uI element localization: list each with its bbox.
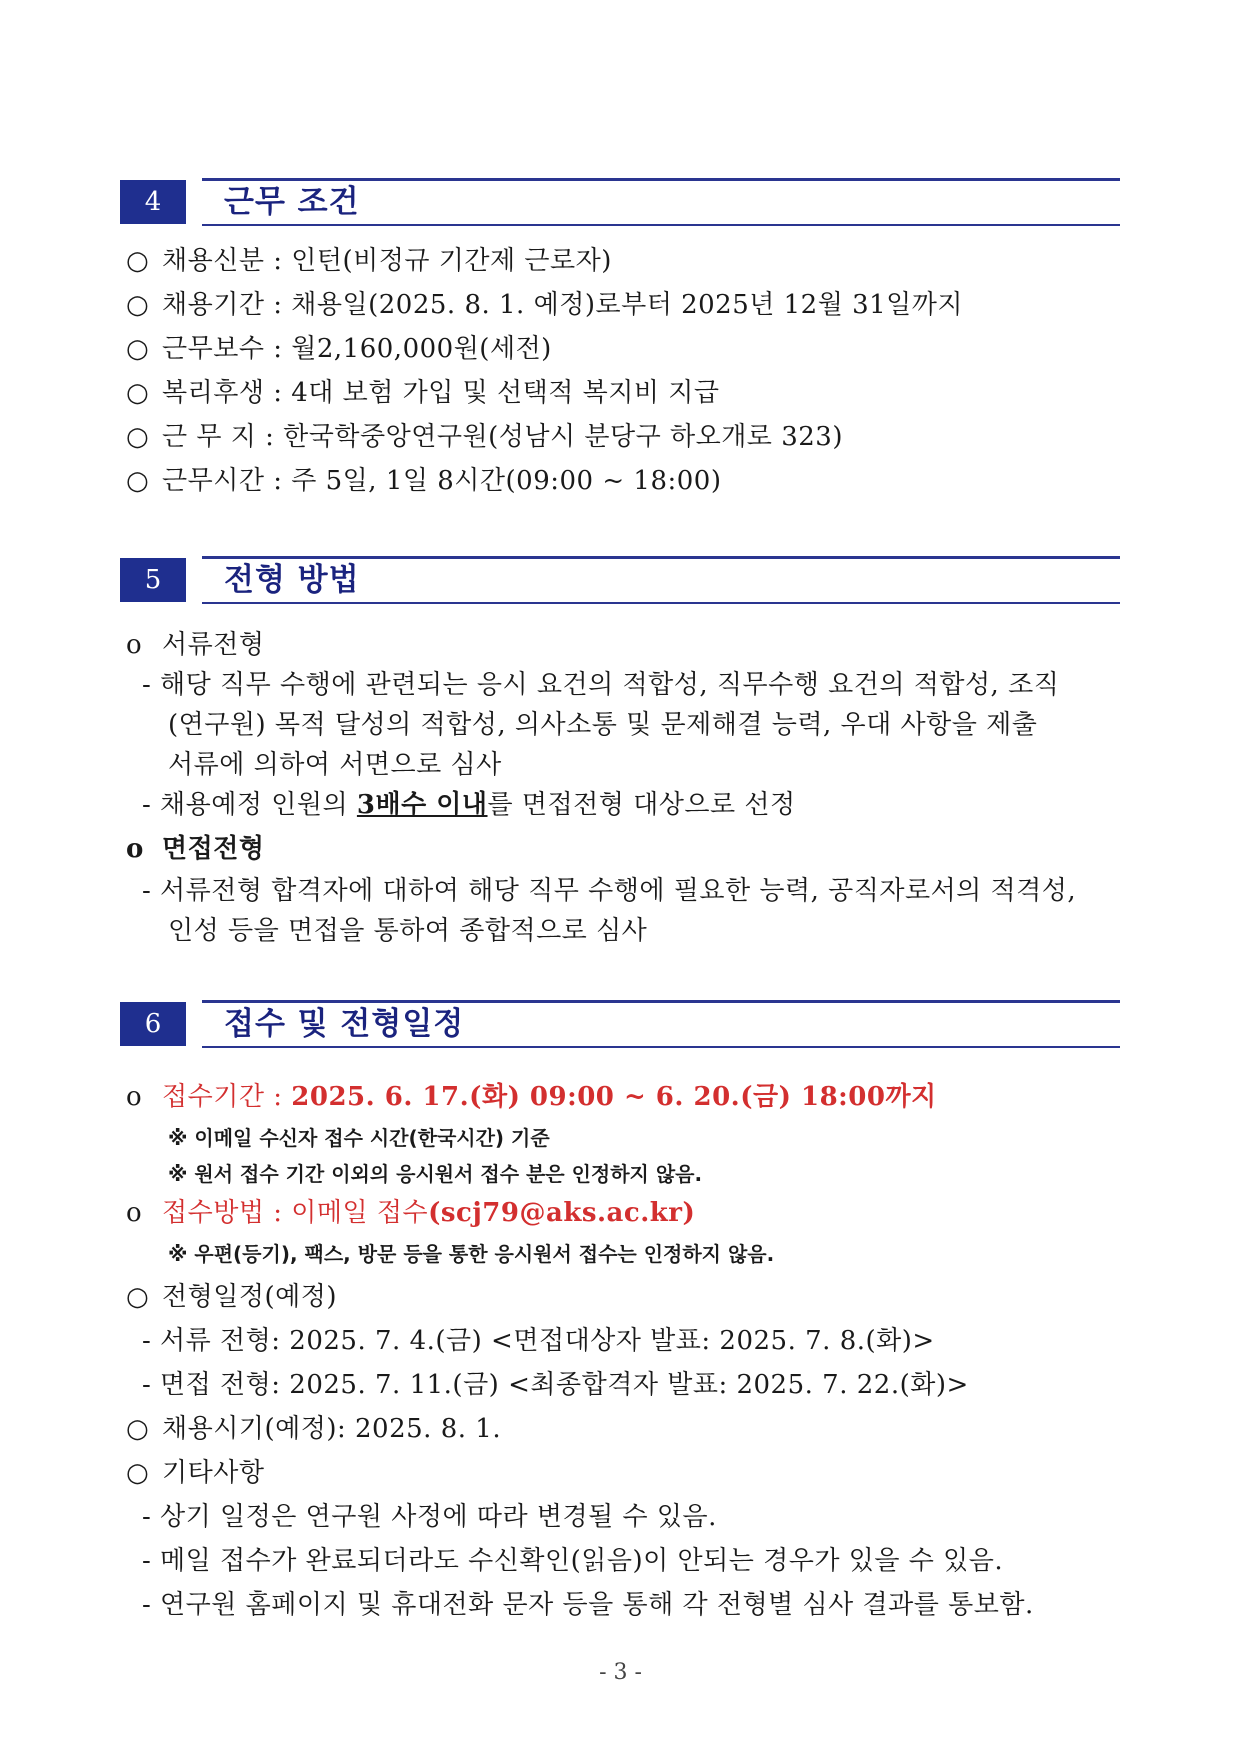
list-subitem: - 채용예정 인원의 3배수 이내를 면접전형 대상으로 선정 — [142, 790, 796, 820]
list-item: ○ 채용기간 : 채용일(2025. 8. 1. 예정)로부터 2025년 12월 31일까지 — [126, 290, 964, 320]
section-6-header — [120, 1000, 1120, 1048]
list-item: ○ 근무시간 : 주 5일, 1일 8시간(09:00 ~ 18:00) — [126, 466, 722, 496]
divider — [202, 1046, 1120, 1048]
list-subitem: - 서류전형 합격자에 대하여 해당 직무 수행에 필요한 능력, 공직자로서의 적격성, — [142, 876, 1077, 906]
list-subitem: - 상기 일정은 연구원 사정에 따라 변경될 수 있음. — [142, 1502, 717, 1532]
list-item: o 서류전형 — [126, 630, 265, 660]
note: ※ 원서 접수 기간 이외의 응시원서 접수 분은 인정하지 않음. — [168, 1162, 703, 1186]
divider — [202, 602, 1120, 604]
section-number: 4 — [120, 180, 186, 224]
list-subitem: - 메일 접수가 완료되더라도 수신확인(읽음)이 안되는 경우가 있을 수 있음. — [142, 1546, 1004, 1576]
divider — [202, 178, 1120, 181]
divider — [202, 224, 1120, 226]
section-number: 6 — [120, 1002, 186, 1046]
list-item: ○ 전형일정(예정) — [126, 1282, 337, 1312]
section-title: 근무 조건 — [224, 184, 360, 220]
page-number: - 3 - — [599, 1660, 642, 1685]
list-item: o 접수기간 : 2025. 6. 17.(화) 09:00 ~ 6. 20.(금) 18:00까지 — [126, 1082, 937, 1112]
section-4-header — [120, 178, 1120, 226]
note: ※ 이메일 수신자 접수 시간(한국시간) 기준 — [168, 1126, 550, 1150]
emphasis-text: 3배수 이내 — [356, 790, 488, 820]
list-subitem: - 해당 직무 수행에 관련되는 응시 요건의 적합성, 직무수행 요건의 적합성, 조직 — [142, 670, 1060, 700]
list-subitem: - 면접 전형: 2025. 7. 11.(금) <최종합격자 발표: 2025. 7. 22.(화)> — [142, 1370, 969, 1400]
section-number: 5 — [120, 558, 186, 602]
list-item: ○ 근무보수 : 월2,160,000원(세전) — [126, 334, 552, 364]
list-subitem: - 연구원 홈페이지 및 휴대전화 문자 등을 통해 각 전형별 심사 결과를 통보함. — [142, 1590, 1034, 1620]
list-item: ○ 근 무 지 : 한국학중앙연구원(성남시 분당구 하오개로 323) — [126, 422, 843, 452]
list-subitem-cont: 서류에 의하여 서면으로 심사 — [168, 750, 502, 780]
note: ※ 우편(등기), 팩스, 방문 등을 통한 응시원서 접수는 인정하지 않음. — [168, 1242, 775, 1266]
list-item: ○ 채용시기(예정): 2025. 8. 1. — [126, 1414, 502, 1444]
section-title: 접수 및 전형일정 — [224, 1006, 465, 1042]
section-5-header — [120, 556, 1120, 604]
list-subitem: - 서류 전형: 2025. 7. 4.(금) <면접대상자 발표: 2025. 7. 8.(화)> — [142, 1326, 935, 1356]
divider — [202, 1000, 1120, 1003]
list-subitem-cont: (연구원) 목적 달성의 적합성, 의사소통 및 문제해결 능력, 우대 사항을 제출 — [168, 710, 1038, 740]
list-item: o 접수방법 : 이메일 접수(scj79@aks.ac.kr) — [126, 1198, 696, 1228]
section-title: 전형 방법 — [224, 562, 360, 598]
list-item: ○ 기타사항 — [126, 1458, 265, 1488]
list-item: ○ 복리후생 : 4대 보험 가입 및 선택적 복지비 지급 — [126, 378, 720, 408]
divider — [202, 556, 1120, 559]
list-subitem-cont: 인성 등을 면접을 통하여 종합적으로 심사 — [168, 916, 648, 946]
list-item: o 면접전형 — [126, 834, 265, 864]
list-item: ○ 채용신분 : 인턴(비정규 기간제 근로자) — [126, 246, 612, 276]
